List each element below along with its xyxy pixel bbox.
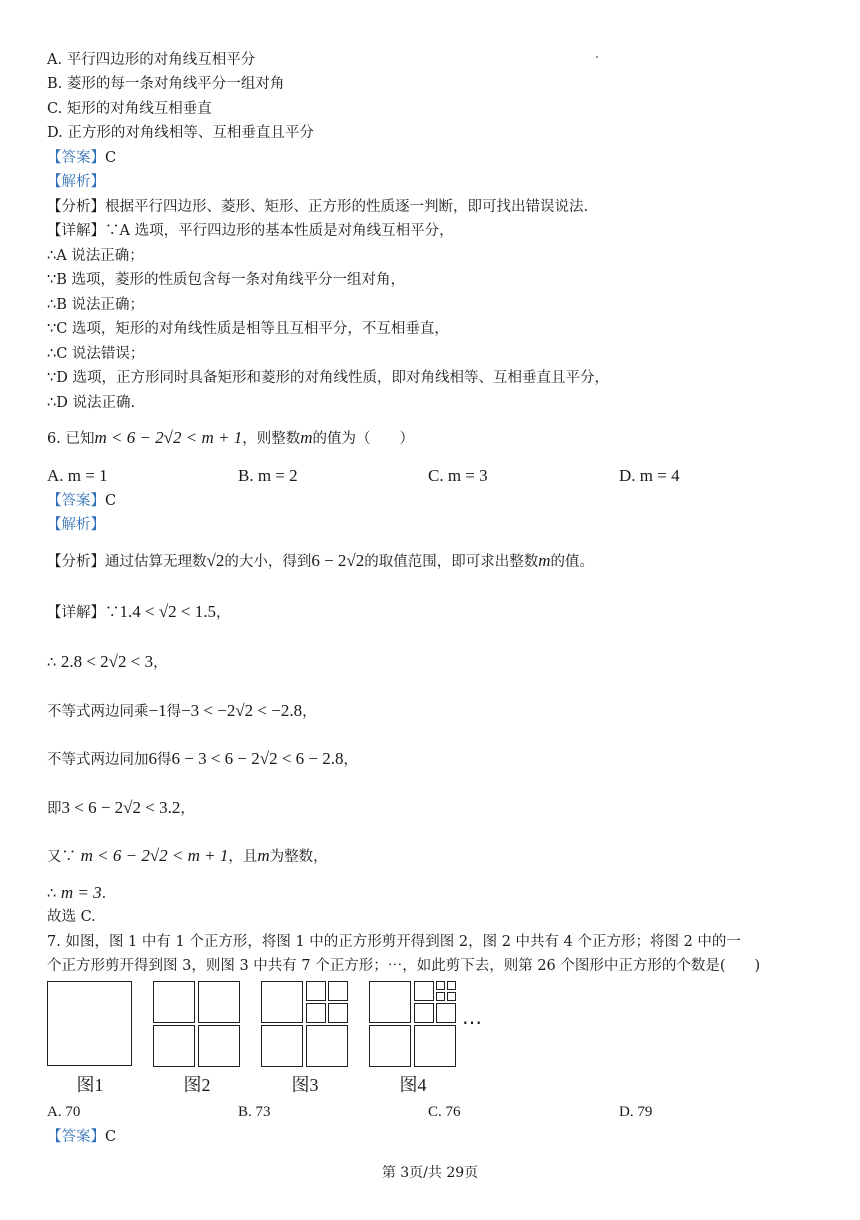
fig4-small-square (414, 981, 434, 1001)
step-math: 3 < 6 − 2√2 < 3.2 (61, 798, 181, 817)
fig4-tiny-square (436, 981, 445, 990)
q7-stem-line-2: 个正方形剪开得到图 3，则图 3 中共有 7 个正方形；⋯，如此剪下去，则第 26 个图形中正方形的个数是( ) (47, 958, 761, 974)
fig4-square (369, 1025, 411, 1067)
q5-option-d: D. 正方形的对角线相等、互相垂直且平分 (47, 125, 314, 141)
q6-stem-end: 的值为（ ） (312, 431, 415, 447)
step-math: −1 (148, 701, 167, 720)
q6-step-1 (47, 602, 231, 623)
q6-analysis-label: 【解析】 (47, 517, 105, 533)
fenxi-math-1: √2 (206, 551, 225, 570)
fig3-label: 图3 (291, 1075, 319, 1095)
fig2-label: 图2 (183, 1075, 211, 1095)
q6-stem-var: m (300, 428, 313, 447)
q6-step-4 (47, 749, 358, 770)
q7-option-d: D. 79 (619, 1104, 653, 1120)
fig1-label: 图1 (76, 1075, 104, 1095)
fig3-square (261, 1025, 303, 1067)
step-post-2: 为整数， (269, 849, 328, 865)
q5-option-b: B. 菱形的每一条对角线平分一组对角 (47, 76, 285, 92)
q6-step-5 (47, 798, 195, 819)
fig3-square (306, 1025, 348, 1067)
q5-detail-6: ∴C 说法错误； (47, 346, 145, 362)
fig2-square (198, 1025, 240, 1067)
q5-fenxi: 【分析】根据平行四边形、菱形、矩形、正方形的性质逐一判断，即可找出错误说法. (47, 199, 589, 215)
q5-detail-2: ∴A 说法正确； (47, 248, 144, 264)
q5-option-a: A. 平行四边形的对角线互相平分 (47, 52, 256, 68)
q6-option-d: D. m = 4 (619, 466, 680, 485)
step-pre: 又∵ (47, 849, 81, 865)
page-footer: 第 3页/共 29页 (381, 1165, 479, 1181)
fig3-small-square (328, 1003, 348, 1023)
step-math: 2.8 < 2√2 < 3 (60, 652, 154, 671)
step-math-2: 6 − 3 < 6 − 2√2 < 6 − 2.8 (171, 749, 344, 768)
step-math: m = 3 (60, 883, 102, 902)
q6-option-c: C. m = 3 (428, 466, 488, 485)
q6-option-b: B. m = 2 (238, 466, 298, 485)
step-math: m < 6 − 2√2 < m + 1 (80, 846, 229, 865)
q6-stem-post: ，则整数 (242, 431, 301, 447)
fenxi-math-2: 6 − 2√2 (311, 551, 365, 570)
q6-step-7 (47, 883, 106, 904)
step-pre: 即 (47, 801, 62, 817)
fig2-square (198, 981, 240, 1023)
fig3-small-square (306, 981, 326, 1001)
fig4-square (369, 981, 411, 1023)
fenxi-c: 的取值范围，即可求出整数 (364, 554, 539, 570)
answer-label: 【答案】 (47, 493, 105, 509)
figure-ellipsis: ⋯ (462, 1012, 484, 1034)
fig4-label: 图4 (399, 1075, 427, 1095)
fenxi-b: 的大小，得到 (224, 554, 312, 570)
q6-step-3 (47, 701, 317, 722)
q7-answer-line (47, 1127, 116, 1147)
answer-label: 【答案】 (47, 1129, 105, 1145)
answer-value: C (105, 493, 117, 509)
q6-stem-math: m < 6 − 2√2 < m + 1 (94, 428, 243, 447)
fig3-small-square (328, 981, 348, 1001)
step-post: ， (153, 655, 168, 671)
fig4-tiny-square (436, 992, 445, 1001)
step-post: ， (216, 605, 231, 621)
q5-detail-7: ∵D 选项，正方形同时具备矩形和菱形的对角线性质，即对角线相等、互相垂直且平分， (47, 370, 609, 386)
fenxi-a: 【分析】通过估算无理数 (47, 554, 207, 570)
step-var: m (257, 846, 270, 865)
q6-stem (47, 428, 414, 449)
fig2-square (153, 1025, 195, 1067)
step-post: ， (180, 801, 195, 817)
q6-stem-pre: 6. 已知 (47, 431, 95, 447)
q6-step-2 (47, 652, 168, 673)
q5-detail-3: ∵B 选项，菱形的性质包含每一条对角线平分一组对角， (47, 272, 405, 288)
step-pre: ∴ (47, 886, 61, 902)
q5-detail-1: 【详解】∵A 选项，平行四边形的基本性质是对角线互相平分， (47, 223, 454, 239)
step-math: 1.4 < √2 < 1.5 (119, 602, 217, 621)
q5-answer-line (47, 148, 116, 168)
q7-option-a: A. 70 (47, 1104, 81, 1120)
q5-detail-5: ∵C 选项，矩形的对角线性质是相等且互相平分，不互相垂直， (47, 321, 449, 337)
step-mid: 得 (157, 752, 172, 768)
answer-value: C (105, 1129, 117, 1145)
q6-step-6 (47, 846, 328, 867)
fig3-small-square (306, 1003, 326, 1023)
q5-analysis-label: 【解析】 (47, 174, 105, 190)
step-mid: 得 (166, 704, 182, 720)
step-pre: ∴ (47, 655, 61, 671)
fig4-small-square (414, 1003, 434, 1023)
fig3-square (261, 981, 303, 1023)
answer-label: 【答案】 (47, 150, 105, 166)
fig4-tiny-square (447, 981, 456, 990)
fenxi-d: 的值。 (550, 554, 595, 570)
q6-option-a: A. m = 1 (47, 466, 108, 485)
step-math: 6 (148, 749, 157, 768)
fig4-square (414, 1025, 456, 1067)
step-math-2: −3 < −2√2 < −2.8 (181, 701, 303, 720)
answer-value: C (105, 150, 117, 166)
step-post: ，且 (228, 849, 258, 865)
q7-option-c: C. 76 (428, 1104, 461, 1120)
q5-detail-4: ∴B 说法正确； (47, 297, 144, 313)
fig4-tiny-square (447, 992, 456, 1001)
q6-answer-line (47, 491, 116, 511)
step-post: ， (343, 752, 359, 768)
q5-detail-8: ∴D 说法正确. (47, 395, 136, 411)
fenxi-var: m (538, 551, 551, 570)
fig1-square (47, 981, 132, 1066)
step-pre: 不等式两边同加 (47, 752, 149, 768)
q6-conclusion: 故选 C. (47, 909, 96, 925)
step-pre: 【详解】∵ (47, 605, 120, 621)
fig2-square (153, 981, 195, 1023)
q5-option-c: C. 矩形的对角线互相垂直 (47, 101, 212, 117)
speck-mark (596, 56, 598, 58)
q7-option-b: B. 73 (238, 1104, 271, 1120)
step-pre: 不等式两边同乘 (47, 704, 149, 720)
q6-fenxi (47, 551, 594, 572)
step-post: ， (302, 704, 317, 720)
step-post: . (101, 886, 107, 902)
q7-stem-line-1: 7. 如图，图 1 中有 1 个正方形，将图 1 中的正方形剪开得到图 2，图 2 中共有 4 个正方形；将图 2 中的一 (47, 934, 741, 950)
fig4-small-square (436, 1003, 456, 1023)
